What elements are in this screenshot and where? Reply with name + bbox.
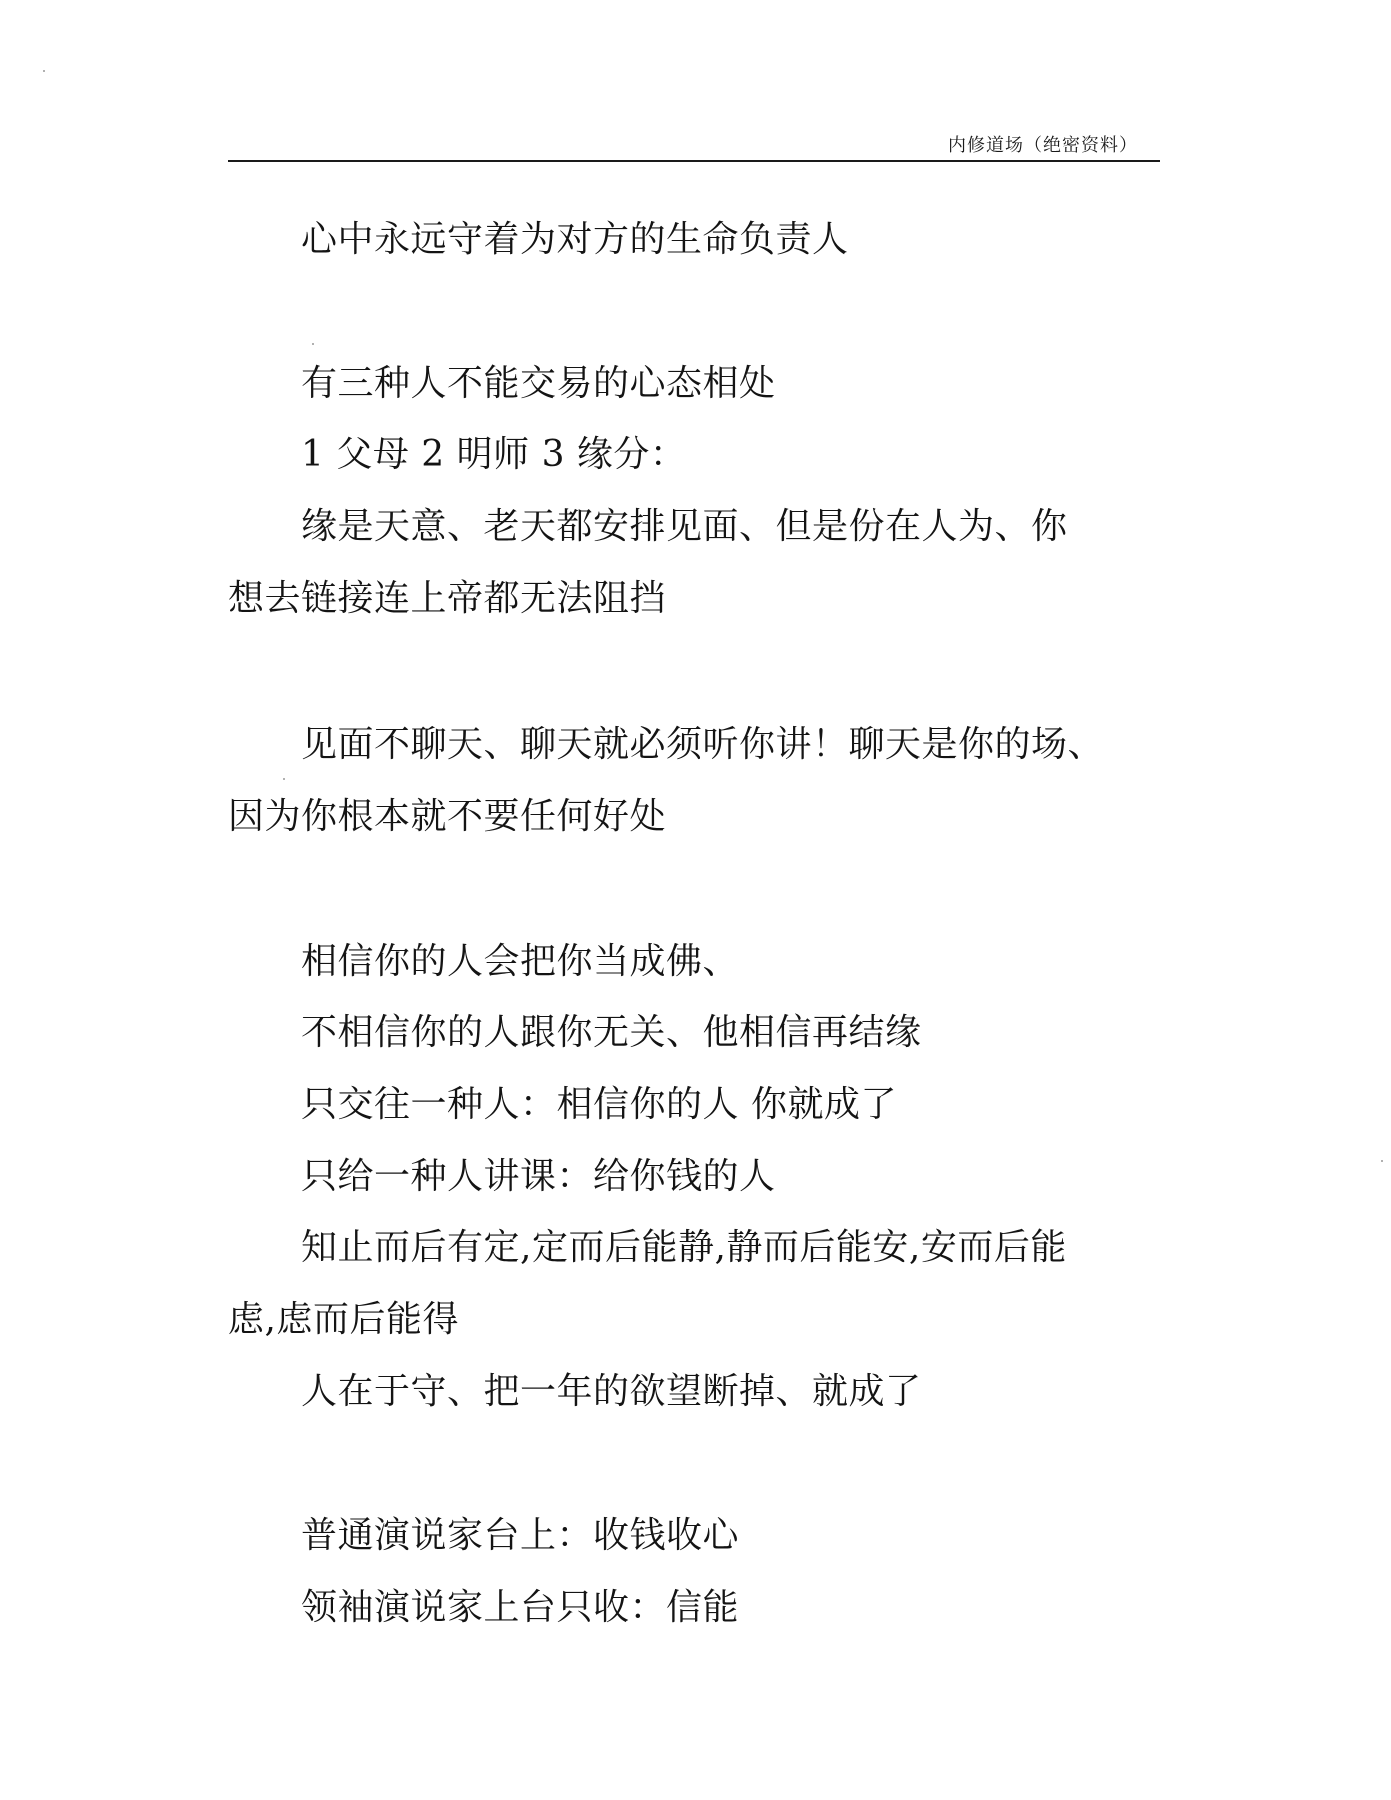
running-header: 内修道场（绝密资料） <box>948 135 1138 156</box>
text-line: 只交往一种人：相信你的人 你就成了 <box>301 1084 897 1125</box>
text-line: 有三种人不能交易的心态相处 <box>301 363 776 404</box>
text-line: 只给一种人讲课：给你钱的人 <box>301 1156 776 1197</box>
text-line: 人在于守、把一年的欲望断掉、就成了 <box>301 1371 922 1412</box>
text-line: 见面不聊天、聊天就必须听你讲！聊天是你的场、 <box>301 724 1105 765</box>
text-line: 想去链接连上帝都无法阻挡 <box>228 578 667 619</box>
text-line: 相信你的人会把你当成佛、 <box>301 941 740 982</box>
scan-speck <box>43 70 45 72</box>
text-line: 1 父母 2 明师 3 缘分： <box>301 434 687 475</box>
scan-speck <box>312 343 314 345</box>
text-line: 领袖演说家上台只收：信能 <box>301 1587 740 1628</box>
text-line: 心中永远守着为对方的生命负责人 <box>301 219 849 260</box>
text-line: 知止而后有定,定而后能静,静而后能安,安而后能 <box>301 1227 1067 1268</box>
text-line: 因为你根本就不要任何好处 <box>228 796 667 837</box>
text-line: 缘是天意、老天都安排见面、但是份在人为、你 <box>301 506 1068 547</box>
text-line: 虑,虑而后能得 <box>228 1299 459 1340</box>
text-line: 普通演说家台上：收钱收心 <box>301 1515 740 1556</box>
scan-speck <box>283 778 285 780</box>
scan-speck <box>1381 1160 1383 1162</box>
header-rule <box>228 160 1160 162</box>
text-line: 不相信你的人跟你无关、他相信再结缘 <box>301 1012 922 1053</box>
